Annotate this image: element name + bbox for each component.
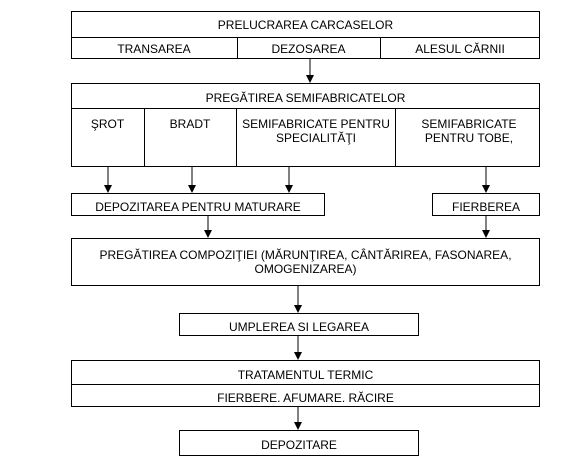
carcass-processing-title: PRELUCRAREA CARCASELOR	[217, 18, 394, 32]
step-meat-sorting: ALESUL CĂRNII	[415, 42, 505, 56]
column-tobe: SEMIFABRICATE PENTRU TOBE,	[421, 117, 517, 145]
column-bradt: BRADT	[169, 117, 211, 131]
thermal-treatment-steps: FIERBERE. AFUMARE. RĂCIRE	[217, 391, 394, 405]
thermal-treatment-title: TRATAMENTUL TERMIC	[237, 368, 374, 382]
maturing-storage-label: DEPOZITAREA PENTRU MATURARE	[95, 200, 301, 214]
step-cutting: TRANSAREA	[117, 42, 191, 56]
column-specialty: SEMIFABRICATE PENTRU SPECIALITĂŢI	[242, 117, 390, 145]
storage-label: DEPOZITARE	[261, 438, 337, 452]
composition-label: PREGĂTIREA COMPOZIŢIEI (MĂRUNŢIREA, CÂNTĂRIREA, FASONAREA, OMOGENIZAREA)	[99, 248, 512, 276]
filling-label: UMPLEREA SI LEGAREA	[228, 320, 370, 334]
step-deboning: DEZOSAREA	[271, 42, 346, 56]
column-srot: ŞROT	[90, 117, 125, 131]
semi-finished-title: PREGĂTIREA SEMIFABRICATELOR	[205, 91, 406, 105]
boiling-label: FIERBEREA	[451, 200, 520, 214]
